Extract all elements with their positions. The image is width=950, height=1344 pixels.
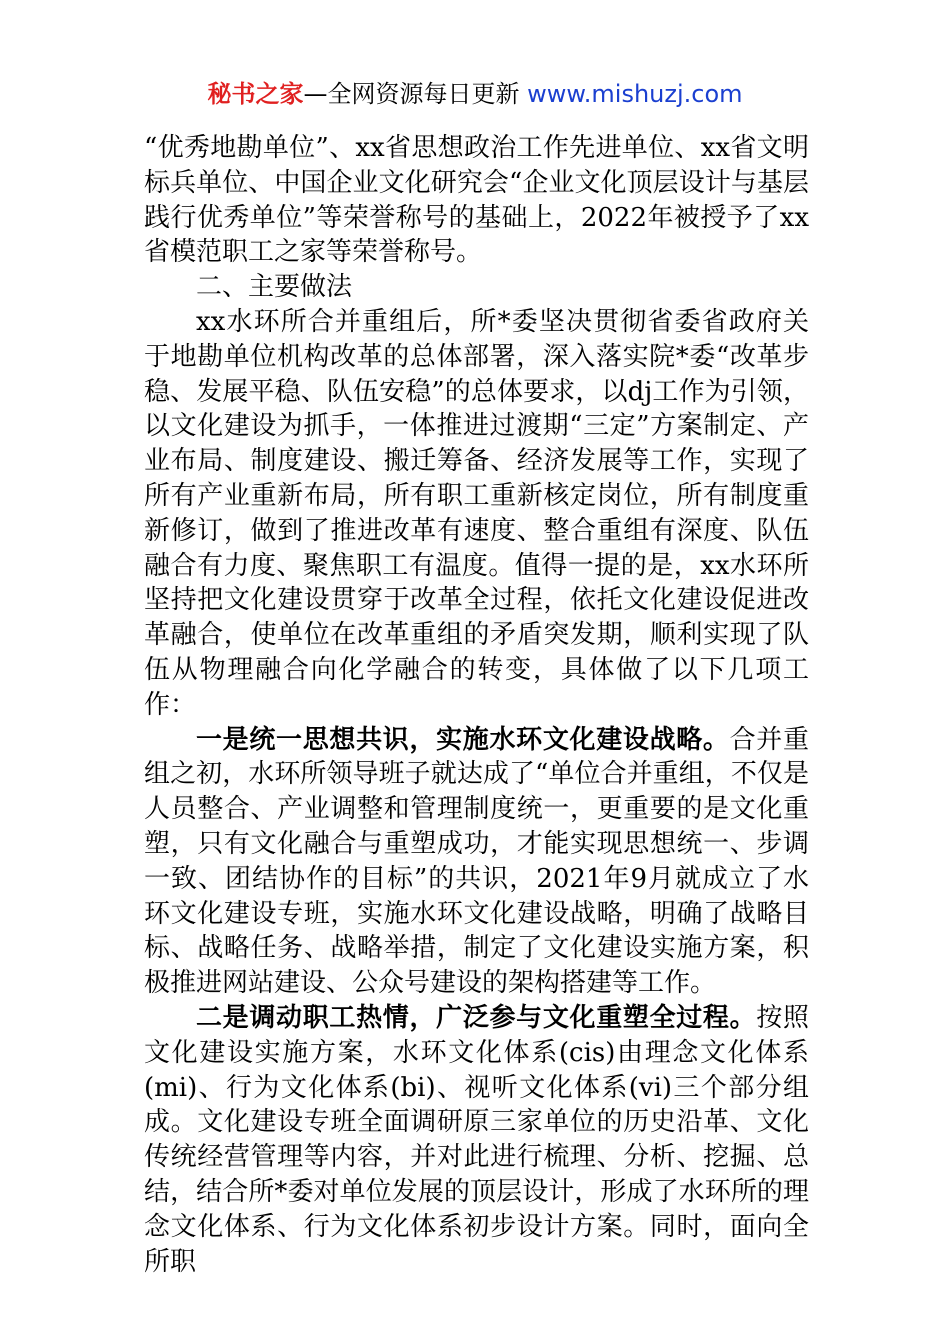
section-heading: 二、主要做法 [196, 272, 353, 303]
document-body [144, 131, 809, 1279]
brand-name: 秘书之家 [207, 80, 304, 108]
header-tagline: —全网资源每日更新 [303, 80, 520, 108]
paragraph-honors: “优秀地勘单位”、xx省思想政治工作先进单位、xx省文明标兵单位、中国企业文化研究会“企业文化顶层设计与基层践行优秀单位”等荣誉称号的基础上，2022年被授予了xx省模范职工之家等荣誉称号。 [144, 133, 809, 268]
page-header [0, 76, 950, 112]
paragraph-main-practices: xx水环所合并重组后，所*委坚决贯彻省委省政府关于地勘单位机构改革的总体部署，深入落实院*委“改革步稳、发展平稳、队伍安稳”的总体要求，以dj工作为引领，以文化建设为抓手，一体推进过渡期“三定”方案制定、产业布局、制度建设、搬迁筹备、经济发展等工作，实现了所有产业重新布局，所有职工重新核定岗位，所有制度重新修订，做到了推进改革有速度、整合重组有深度、队伍融合有力度、聚焦职工有温度。值得一提的是，xx水环所坚持把文化建设贯穿于改革全过程，依托文化建设促进改革融合，使单位在改革重组的矛盾突发期，顺利实现了队伍从物理融合向化学融合的转变，具体做了以下几项工作： [144, 306, 809, 720]
website-link[interactable]: www.mishuzj.com [527, 80, 743, 108]
paragraph-item-2 [144, 1001, 809, 1279]
paragraph-item-1 [144, 723, 809, 1001]
item-2-lead: 二是调动职工热情，广泛参与文化重塑全过程。 [196, 1002, 757, 1033]
item-1-text: 合并重组之初，水环所领导班子就达成了“单位合并重组，不仅是人员整合、产业调整和管理制度统一，更重要的是文化重塑，只有文化融合与重塑成功，才能实现思想统一、步调一致、团结协作的目标”的共识，2021年9月就成立了水环文化建设专班，实施水环文化建设战略，明确了战略目标、战略任务、战略举措，制定了文化建设实施方案，积极推进网站建设、公众号建设的架构搭建等工作。 [144, 724, 809, 999]
item-2-text: 按照文化建设实施方案，水环文化体系(cis)由理念文化体系(mi)、行为文化体系(bi)、视听文化体系(vi)三个部分组成。文化建设专班全面调研原三家单位的历史沿革、文化传统经营管理等内容，并对此进行梳理、分析、挖掘、总结，结合所*委对单位发展的顶层设计，形成了水环所的理念文化体系、行为文化体系初步设计方案。同时，面向全所职 [144, 1002, 809, 1277]
item-1-lead: 一是统一思想共识，实施水环文化建设战略。 [196, 724, 730, 755]
